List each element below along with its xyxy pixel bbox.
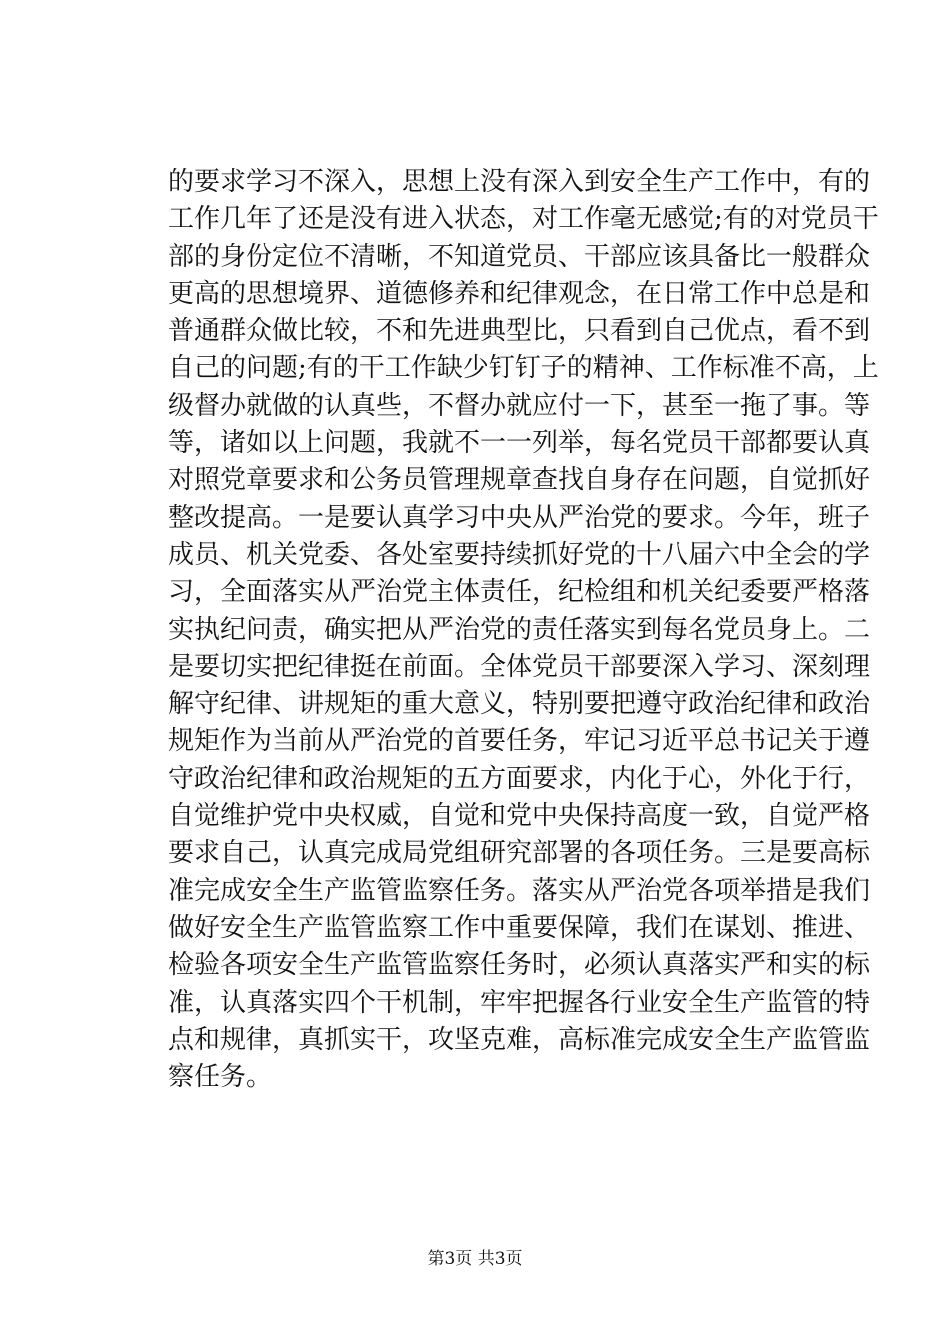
paragraph-line: 自觉维护党中央权威，自觉和党中央保持高度一致，自觉严格 [168,801,871,832]
paragraph-line: 察任务。 [168,1062,273,1093]
paragraph-line: 要求自己，认真完成局党组研究部署的各项任务。三是要高标 [168,838,871,869]
page-footer: 第3页 共3页 [427,1249,523,1269]
paragraph-line: 准完成安全生产监管监察任务。落实从严治党各项举措是我们 [168,875,871,906]
paragraph-line: 是要切实把纪律挺在前面。全体党员干部要深入学习、深刻理 [168,651,871,682]
paragraph-line: 守政治纪律和政治规矩的五方面要求，内化于心，外化于行， [168,763,871,794]
paragraph-line: 规矩作为当前从严治党的首要任务，牢记习近平总书记关于遵 [168,726,871,757]
paragraph-line: 成员、机关党委、各处室要持续抓好党的十八届六中全会的学 [168,539,871,570]
paragraph-line: 等，诸如以上问题，我就不一一列举，每名党员干部都要认真 [168,428,871,459]
paragraph-line: 整改提高。一是要认真学习中央从严治党的要求。今年，班子 [168,502,871,533]
paragraph-line: 实执纪问责，确实把从严治党的责任落实到每名党员身上。二 [168,614,871,645]
paragraph-line: 对照党章要求和公务员管理规章查找自身存在问题，自觉抓好 [168,465,871,496]
paragraph-line: 级督办就做的认真些，不督办就应付一下，甚至一拖了事。等 [168,390,871,421]
paragraph-line: 点和规律，真抓实干，攻坚克难，高标准完成安全生产监管监 [168,1024,871,1055]
paragraph-line: 的要求学习不深入，思想上没有深入到安全生产工作中，有的 [168,167,871,197]
paragraph-line: 自己的问题;有的干工作缺少钉钉子的精神、工作标准不高，上 [168,353,879,384]
paragraph-line: 解守纪律、讲规矩的重大意义，特别要把遵守政治纪律和政治 [168,689,871,720]
paragraph-line: 做好安全生产监管监察工作中重要保障，我们在谋划、推进、 [168,912,871,943]
body-paragraph [168,164,879,1096]
paragraph-line: 更高的思想境界、道德修养和纪律观念，在日常工作中总是和 [168,278,871,309]
paragraph-line: 习，全面落实从严治党主体责任，纪检组和机关纪委要严格落 [168,577,871,608]
paragraph-line: 准，认真落实四个干机制，牢牢把握各行业安全生产监管的特 [168,987,871,1018]
paragraph-line: 部的身份定位不清晰，不知道党员、干部应该具备比一般群众 [168,241,871,272]
paragraph-line: 工作几年了还是没有进入状态，对工作毫无感觉;有的对党员干 [168,204,879,235]
paragraph-line: 检验各项安全生产监管监察任务时，必须认真落实严和实的标 [168,950,871,981]
paragraph-line: 普通群众做比较，不和先进典型比，只看到自己优点，看不到 [168,316,871,347]
